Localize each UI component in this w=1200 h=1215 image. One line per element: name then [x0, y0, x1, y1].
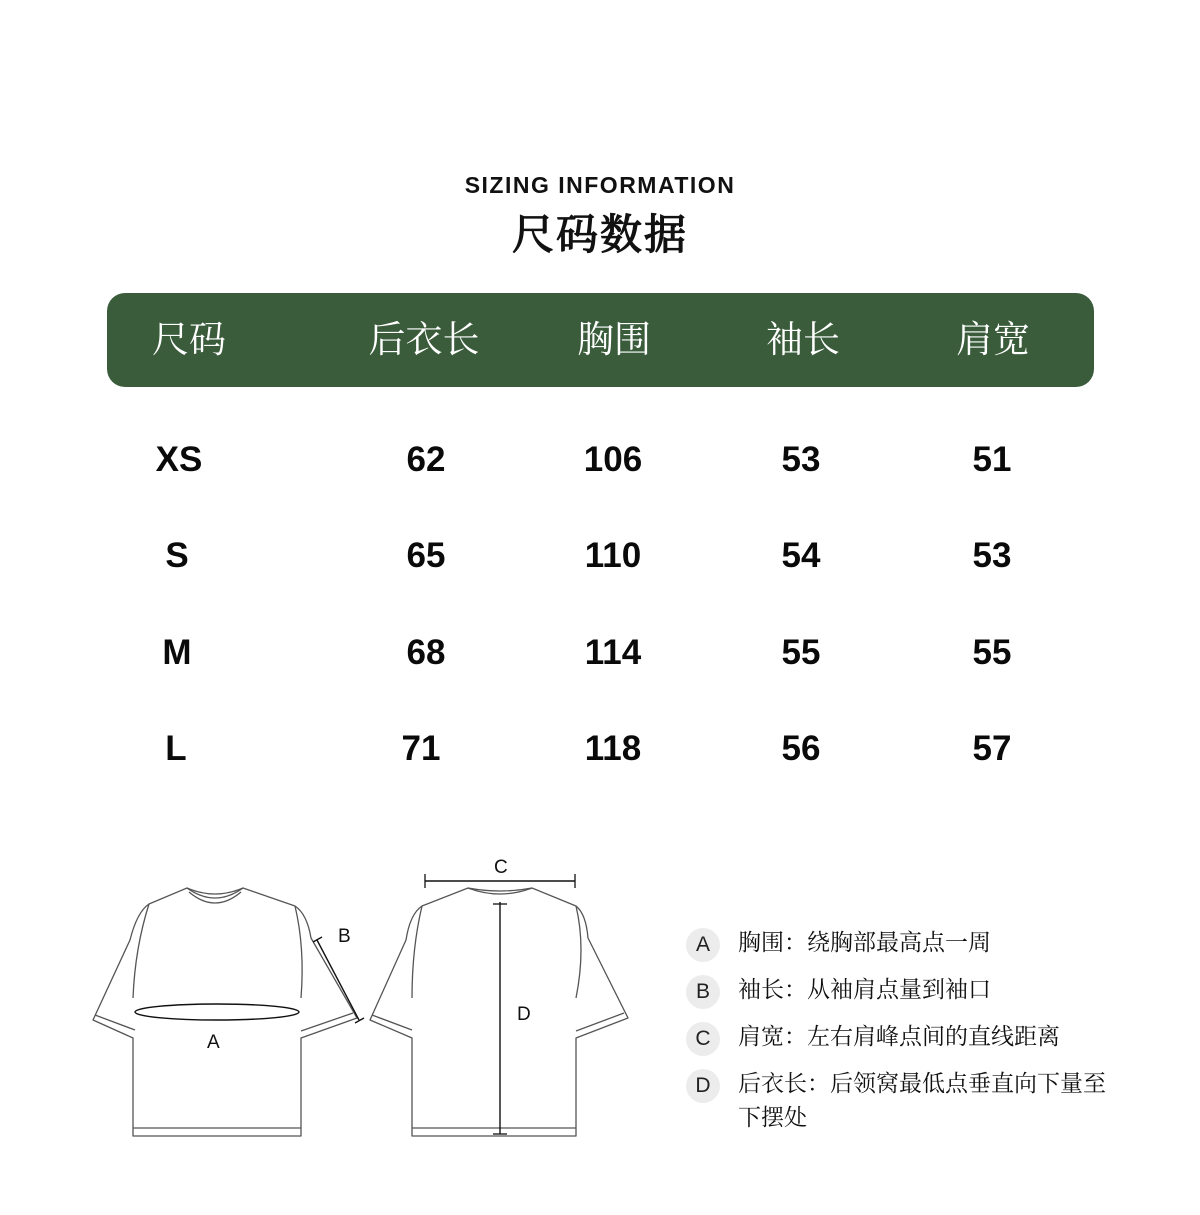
label-b: B: [338, 926, 351, 947]
cell-size: XS: [155, 440, 203, 479]
table-row: [0, 719, 1200, 779]
cell-back-length: 68: [406, 633, 446, 672]
legend-item: [686, 926, 1126, 960]
cell-shoulder: 53: [972, 536, 1012, 575]
label-c: C: [494, 857, 508, 878]
title-chinese: 尺码数据: [511, 210, 688, 259]
tshirt-front-diagram: [85, 878, 375, 1148]
cell-back-length: 71: [401, 729, 441, 768]
cell-chest: 118: [584, 729, 642, 768]
legend-item: [686, 1067, 1126, 1135]
size-table-header: [107, 293, 1094, 387]
cell-size: L: [165, 729, 187, 768]
legend-text: 胸围：绕胸部最高点一周: [738, 930, 991, 956]
cell-back-length: 65: [406, 536, 446, 575]
cell-sleeve: 54: [781, 536, 821, 575]
cell-shoulder: 57: [972, 729, 1012, 768]
cell-shoulder: 55: [972, 633, 1012, 672]
legend-badge: B: [686, 975, 720, 1009]
legend-badge: C: [686, 1022, 720, 1056]
legend-badge: D: [686, 1069, 720, 1103]
table-row: [0, 526, 1200, 586]
legend-text: 肩宽：左右肩峰点间的直线距离: [738, 1024, 1060, 1050]
title-english: SIZING INFORMATION: [464, 172, 736, 198]
cell-shoulder: 51: [972, 440, 1012, 479]
cell-chest: 114: [584, 633, 642, 672]
cell-size: M: [162, 633, 192, 672]
cell-sleeve: 53: [781, 440, 821, 479]
cell-back-length: 62: [406, 440, 446, 479]
table-row: [0, 623, 1200, 683]
header-sleeve: 袖长: [766, 318, 840, 361]
header-size: 尺码: [152, 318, 226, 361]
header-shoulder: 肩宽: [956, 318, 1030, 361]
legend-item: [686, 1020, 1126, 1054]
label-a: A: [207, 1032, 220, 1053]
legend-badge: A: [686, 928, 720, 962]
cell-chest: 110: [584, 536, 642, 575]
legend-text: 袖长：从袖肩点量到袖口: [738, 977, 991, 1003]
cell-chest: 106: [583, 440, 643, 479]
cell-sleeve: 55: [781, 633, 821, 672]
measurement-legend: [686, 926, 1126, 1148]
table-row: [0, 430, 1200, 490]
cell-size: S: [165, 536, 189, 575]
label-d: D: [517, 1004, 531, 1025]
cell-sleeve: 56: [781, 729, 821, 768]
header-back-length: 后衣长: [368, 318, 480, 361]
header-chest: 胸围: [577, 318, 651, 361]
legend-text: 后衣长：后领窝最低点垂直向下量至下摆处: [738, 1071, 1106, 1131]
tshirt-back-diagram: [362, 868, 642, 1148]
legend-item: [686, 973, 1126, 1007]
